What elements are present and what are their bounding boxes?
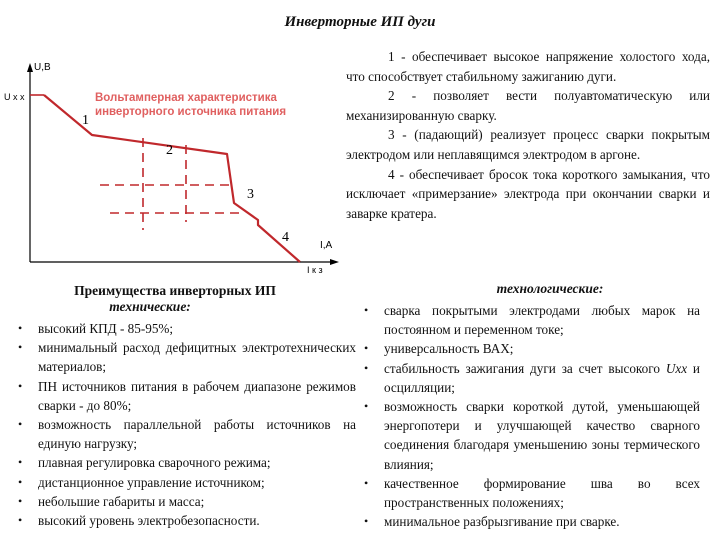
list-item: • дистанционное управление источником; (38, 473, 356, 492)
list-item: • минимальное разбрызгивание при сварке. (384, 512, 700, 531)
x-axis-arrow (330, 259, 339, 265)
bullet: • (364, 303, 369, 317)
bullet: • (364, 360, 369, 375)
bullet: • (364, 341, 369, 356)
region-label-2: 2 (166, 143, 173, 158)
bullet: • (18, 340, 23, 355)
bullet: • (18, 321, 23, 335)
bullet: • (364, 475, 369, 490)
list-item: • высокий уровень электробезопасности. (38, 511, 356, 530)
region-label-4: 4 (282, 230, 289, 245)
technical-advantages-list (18, 319, 356, 530)
list-item: • ПН источников питания в рабочем диапазоне режимов сварки - до 80%; (18, 378, 356, 413)
list-item: • плавная регулировка сварочного режима; (38, 453, 356, 472)
volt-ampere-diagram (0, 50, 350, 290)
list-item: • сварка покрытыми электродами любых марок на постоянном и переменном токе; (364, 303, 700, 338)
uxx-term: Uхх (665, 360, 688, 376)
list-item: • минимальный расход дефицитных электротехнических материалов; (18, 340, 356, 375)
list-item: • возможность параллельной работы источников на единую нагрузку; (18, 417, 356, 452)
bullet: • (18, 513, 23, 528)
list-item: • небольшие габариты и масса; (38, 492, 356, 511)
region-label-3: 3 (247, 187, 254, 202)
bullet: • (18, 417, 23, 432)
list-item: • универсальность ВАХ; (384, 339, 700, 358)
chart-heading-line1: Вольтамперная характеристика (95, 92, 277, 104)
list-item: • качественное формирование шва во всех пространственных положениях; (364, 475, 700, 511)
technological-advantages-list (364, 301, 700, 531)
slide-title: Инверторные ИП дуги (284, 14, 436, 30)
bullet: • (18, 493, 23, 508)
advantages-title: Преимущества инверторных ИП (74, 283, 276, 298)
uxx-label: U x x (4, 92, 25, 102)
technological-advantages-title: технологические: (496, 281, 604, 296)
bullet: • (18, 474, 23, 489)
description-paragraph: 3 - (падающий) реализует процесс сварки покрытым электродом или неплавящимся электродом в аргоне. (346, 127, 710, 162)
region-descriptions (346, 47, 710, 223)
technical-advantages-title: технические: (109, 299, 191, 314)
description-paragraph: 4 - обеспечивает бросок тока короткого замыкания, что исключает «примерзание» электрода при окончании сварки и заварке кратера. (346, 166, 710, 221)
list-item: • стабильность зажигания дуги за счет высокого Uхх и осцилляции; (364, 360, 700, 395)
x-axis-label: I,A (320, 240, 333, 251)
bullet: • (18, 455, 23, 470)
bullet: • (18, 378, 23, 393)
description-paragraph: 2 - позволяет вести полуавтоматическую или механизированную сварку. (346, 88, 710, 123)
list-item: • высокий КПД - 85-95%; (38, 319, 356, 338)
y-axis-arrow (27, 63, 33, 72)
bullet: • (364, 514, 369, 529)
bullet: • (364, 399, 369, 414)
list-item: • возможность сварки короткой дутой, уменьшающей энергопотери и улучшающей качество сварного соединения благодаря уменьшению зоны термического влияния; (364, 399, 700, 472)
chart-heading-line2: инверторного источника питания (95, 106, 287, 118)
description-paragraph: 1 - обеспечивает высокое напряжение холостого хода, что способствует стабильному зажиганию дуги. (346, 49, 710, 84)
ikz-label: I к з (307, 265, 323, 275)
y-axis-label: U,B (34, 62, 51, 73)
region-label-1: 1 (82, 113, 89, 128)
